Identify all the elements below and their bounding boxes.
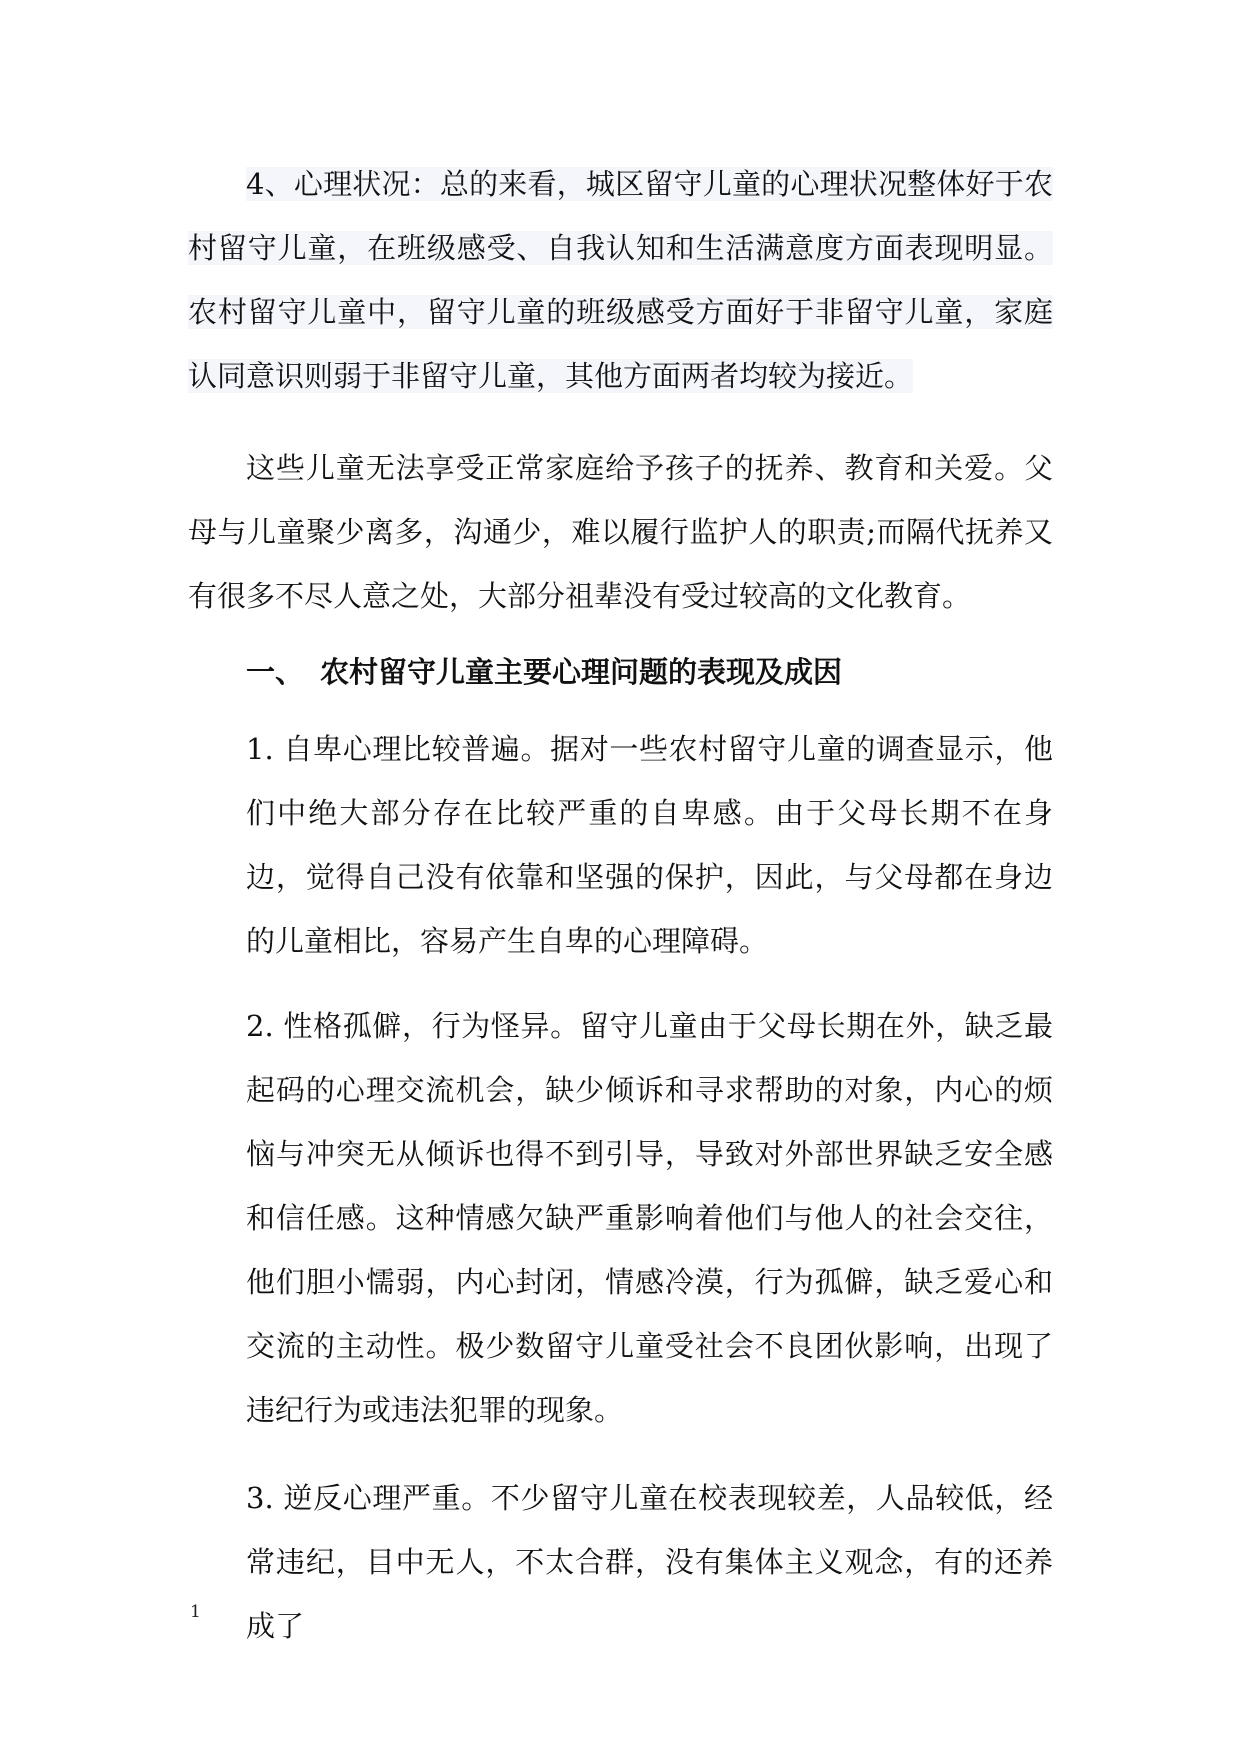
intro-paragraph [188, 152, 1053, 408]
list-item-2: 2. 性格孤僻，行为怪异。留守儿童由于父母长期在外，缺乏最起码的心理交流机会，缺少倾诉和寻求帮助的对象，内心的烦恼与冲突无从倾诉也得不到引导，导致对外部世界缺乏安全感和信任感。这种情感欠缺严重影响着他们与他人的社会交往，他们胆小懦弱，内心封闭，情感冷漠，行为孤僻，缺乏爱心和交流的主动性。极少数留守儿童受社会不良团伙影响，出现了违纪行为或违法犯罪的现象。 [246, 1009, 1053, 1427]
list-item-1: 1. 自卑心理比较普遍。据对一些农村留守儿童的调查显示，他们中绝大部分存在比较严重的自卑感。由于父母长期不在身边，觉得自己没有依靠和坚强的保护，因此，与父母都在身边的儿童相比，容易产生自卑的心理障碍。 [246, 732, 1053, 958]
intro-paragraph-text: 4、心理状况：总的来看，城区留守儿童的心理状况整体好于农村留守儿童，在班级感受、自我认知和生活满意度方面表现明显。农村留守儿童中，留守儿童的班级感受方面好于非留守儿童，家庭认同意识则弱于非留守儿童，其他方面两者均较为接近。 [188, 167, 1053, 393]
section-heading [246, 640, 842, 704]
section-heading-number: 一、 [246, 655, 305, 689]
page-number: 1 [190, 1602, 201, 1622]
list-item-3: 3. 逆反心理严重。不少留守儿童在校表现较差，人品较低，经常违纪，目中无人，不太合群，没有集体主义观念，有的还养成了 [246, 1481, 1053, 1643]
section-heading-title: 农村留守儿童主要心理问题的表现及成因 [320, 655, 843, 689]
second-paragraph: 这些儿童无法享受正常家庭给予孩子的抚养、教育和关爱。父母与儿童聚少离多，沟通少，难以履行监护人的职责;而隔代抚养又有很多不尽人意之处，大部分祖辈没有受过较高的文化教育。 [188, 451, 1053, 613]
